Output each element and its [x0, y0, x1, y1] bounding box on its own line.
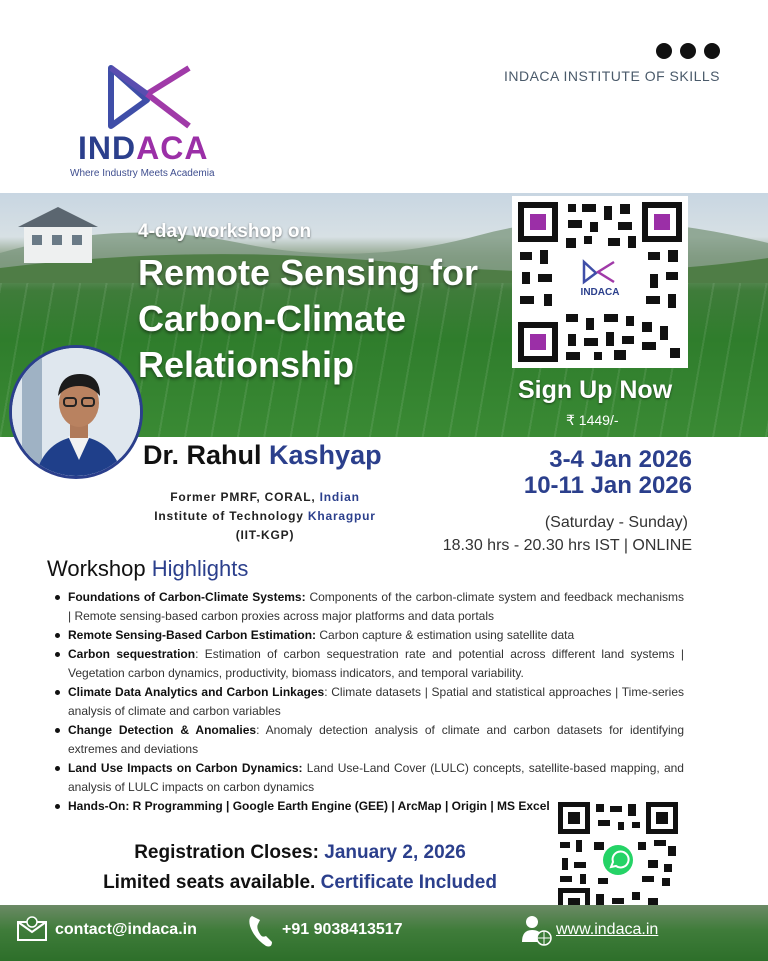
- workshop-days: (Saturday - Sunday): [544, 514, 688, 531]
- logo-wordmark: INDACA: [78, 130, 209, 166]
- list-item: Remote Sensing-Based Carbon Estimation: Carbon capture & estimation using satellite data: [52, 626, 684, 645]
- workshop-dates: 3-4 Jan 2026 10-11 Jan 2026: [523, 446, 692, 499]
- whatsapp-qr-code[interactable]: [554, 800, 682, 922]
- contact-email-link[interactable]: contact@indaca.in: [55, 921, 197, 938]
- speaker-affiliation: Former PMRF, CORAL, Indian Institute of Technology Kharagpur (IIT-KGP): [154, 490, 376, 542]
- workshop-subtitle: 4-day workshop on: [138, 221, 312, 242]
- qr-logo-text: INDACA: [580, 287, 620, 298]
- highlights-list: [52, 588, 684, 816]
- phone-icon: [248, 914, 274, 948]
- website-link[interactable]: www.indaca.in: [556, 921, 659, 938]
- menu-dots-icon: [656, 43, 720, 61]
- speaker-name: Dr. Rahul Kashyap: [143, 440, 382, 470]
- email-icon: [16, 914, 48, 942]
- list-item: Climate Data Analytics and Carbon Linkages: Climate datasets | Spatial and statistical approaches | Time-series analysis of climate and carbon variables: [52, 683, 684, 721]
- workshop-title: Remote Sensing for Carbon-Climate Relationship: [138, 252, 479, 385]
- signup-qr-code[interactable]: [512, 196, 688, 368]
- web-icon: [520, 914, 552, 946]
- list-item: Foundations of Carbon-Climate Systems: Components of the carbon-climate system and feedback mechanisms | Remote sensing-based carbon proxies across major platforms and data portals: [52, 588, 684, 626]
- contact-phone-link[interactable]: +91 9038413517: [282, 921, 403, 938]
- list-item: Hands-On: R Programming | Google Earth Engine (GEE) | ArcMap | Origin | MS Excel: [52, 797, 684, 816]
- list-item: Carbon sequestration: Estimation of carbon sequestration rate and potential across different land systems | Vegetation carbon dynamics, productivity, biomass indicators, and temporal variability.: [52, 645, 684, 683]
- list-item: Land Use Impacts on Carbon Dynamics: Land Use-Land Cover (LULC) concepts, satellite-based mapping, and analysis of LULC impacts on carbon dynamics: [52, 759, 684, 797]
- workshop-time: 18.30 hrs - 20.30 hrs IST | ONLINE: [442, 537, 692, 554]
- list-item: Change Detection & Anomalies: Anomaly detection analysis of climate and carbon datasets for identifying extremes and deviations: [52, 721, 684, 759]
- speaker-photo: [9, 345, 143, 479]
- org-name: INDACA INSTITUTE OF SKILLS: [503, 68, 720, 84]
- signup-label[interactable]: Sign Up Now: [518, 376, 673, 404]
- logo-tagline: Where Industry Meets Academia: [70, 168, 215, 179]
- highlights-title: Workshop Highlights: [47, 556, 249, 581]
- price: ₹ 1449/-: [566, 412, 619, 428]
- registration-info: Registration Closes: January 2, 2026 Limited seats available. Certificate Included: [103, 842, 497, 893]
- indaca-logo-icon: [105, 64, 195, 130]
